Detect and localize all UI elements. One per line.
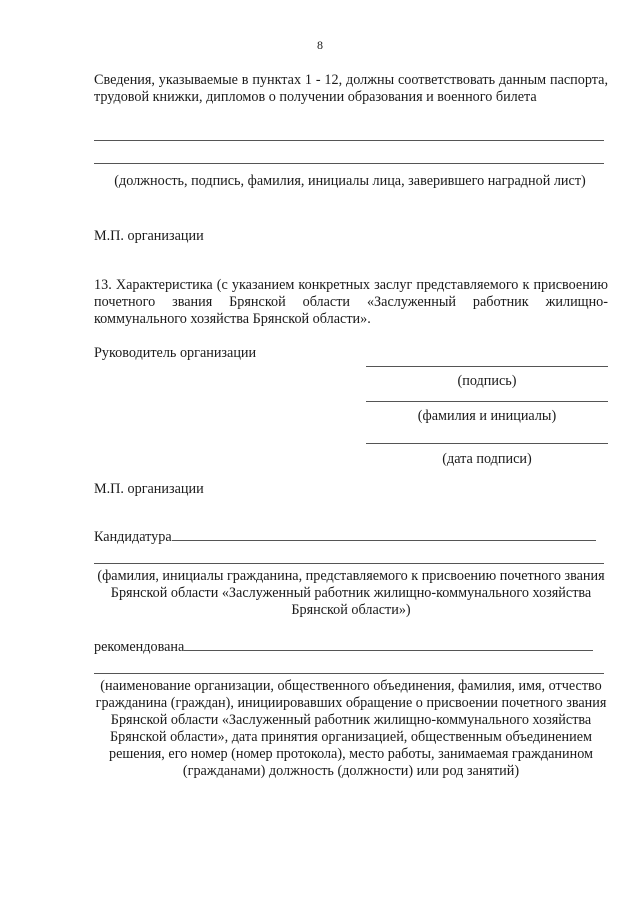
name-caption: (фамилия и инициалы) xyxy=(417,408,557,424)
stamp-label-2: М.П. организации xyxy=(94,481,204,497)
date-caption: (дата подписи) xyxy=(442,451,532,467)
signature-line xyxy=(366,366,608,367)
certifier-line-1 xyxy=(94,140,604,141)
date-line xyxy=(366,443,608,444)
item-13-paragraph: 13. Характеристика (с указанием конкретных заслуг представляемого к присвоению почетного звания Брянской области «Заслуженный работник жилищно-коммунального хозяйства Брянской области». xyxy=(94,277,608,327)
candidacy-line-2 xyxy=(94,563,604,564)
stamp-label-1: М.П. организации xyxy=(94,228,204,244)
recommended-row xyxy=(94,636,593,656)
recommended-fill-line xyxy=(184,636,593,651)
intro-paragraph: Сведения, указываемые в пунктах 1 - 12, должны соответствовать данным паспорта, трудовой книжки, дипломов о получении образования и военного билета xyxy=(94,72,608,105)
name-line xyxy=(366,401,608,402)
recommended-label: рекомендована xyxy=(94,639,185,655)
head-label: Руководитель организации xyxy=(94,345,257,361)
candidacy-fill-line xyxy=(172,526,596,541)
recommended-caption: (наименование организации, общественного объединения, фамилия, имя, отчество гражданина (граждан), инициировавших обращение о присвоении почетного звания Брянской области «Заслуженный работник жилищно-коммунального хозяйства Брянской области», дата принятия организацией, общественным объединением решения, его номер (номер протокола), место работы, занимаемая гражданином (гражданами) должность (должности) или род занятий) xyxy=(95,678,607,779)
candidacy-row xyxy=(94,526,596,546)
candidacy-label: Кандидатура xyxy=(94,529,172,545)
recommended-line-2 xyxy=(94,673,604,674)
page-number: 8 xyxy=(317,38,323,52)
signature-caption: (подпись) xyxy=(457,373,517,389)
candidacy-caption: (фамилия, инициалы гражданина, представляемого к присвоению почетного звания Брянской области «Заслуженный работник жилищно-коммунального хозяйства Брянской области») xyxy=(97,568,605,618)
certifier-line-2 xyxy=(94,163,604,164)
certifier-caption: (должность, подпись, фамилия, инициалы лица, заверившего наградной лист) xyxy=(114,173,586,189)
